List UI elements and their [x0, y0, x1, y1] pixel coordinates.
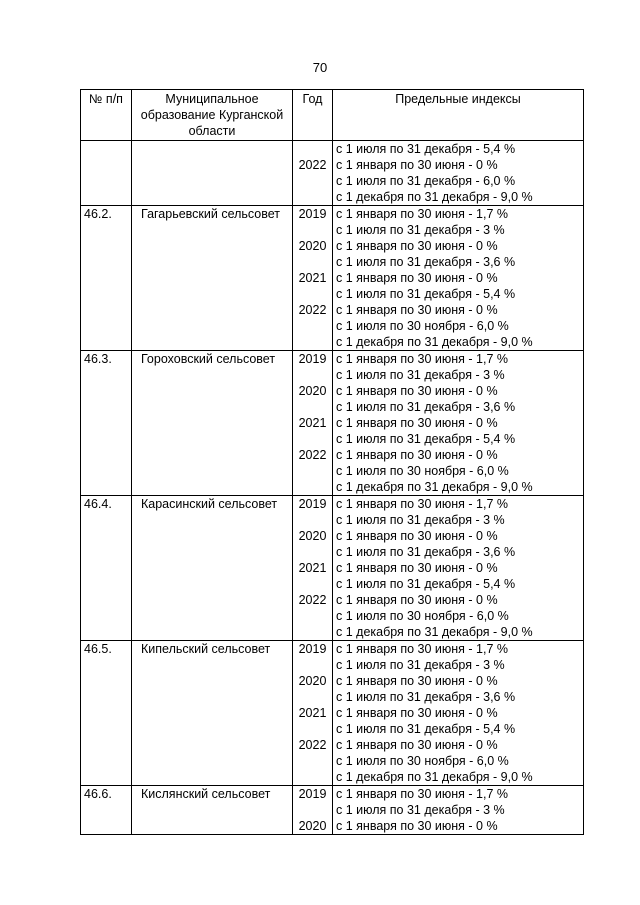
year-value: 2021: [298, 416, 327, 430]
table-row: [81, 786, 584, 835]
index-value: с 1 июля по 31 декабря - 6,0 %: [336, 174, 516, 188]
year-value: [293, 173, 332, 189]
table-row: [81, 351, 584, 496]
year-value: [293, 512, 332, 528]
index-value: с 1 июля по 30 ноября - 6,0 %: [336, 754, 509, 768]
year-value: 2020: [298, 819, 327, 833]
index-value: с 1 июля по 31 декабря - 3 %: [336, 803, 505, 817]
year-value: [293, 334, 332, 350]
index-value: с 1 декабря по 31 декабря - 9,0 %: [336, 770, 533, 784]
row-number: 46.4.: [81, 496, 132, 641]
year-value: [293, 544, 332, 560]
year-value: 2022: [298, 593, 327, 607]
year-value: 2020: [298, 529, 327, 543]
index-value: с 1 января по 30 июня - 0 %: [336, 593, 498, 607]
index-value: с 1 января по 30 июня - 0 %: [336, 738, 498, 752]
index-value: с 1 июля по 31 декабря - 3,6 %: [336, 545, 516, 559]
table-header: [81, 90, 584, 141]
year-value: 2020: [298, 384, 327, 398]
index-value: с 1 января по 30 июня - 0 %: [336, 561, 498, 575]
year-value: [293, 721, 332, 737]
index-value: с 1 января по 30 июня - 1,7 %: [336, 352, 508, 366]
index-value: с 1 июля по 31 декабря - 5,4 %: [336, 142, 516, 156]
municipality-name: Карасинский сельсовет: [132, 496, 293, 641]
header-num: № п/п: [81, 90, 132, 141]
row-number: 46.2.: [81, 206, 132, 351]
year-value: 2020: [298, 674, 327, 688]
year-value: 2022: [298, 738, 327, 752]
index-value: с 1 января по 30 июня - 0 %: [336, 819, 498, 833]
row-number: 46.3.: [81, 351, 132, 496]
header-indices: Предельные индексы: [333, 90, 584, 141]
year-value: 2021: [298, 561, 327, 575]
year-value: [293, 431, 332, 447]
table-row: [81, 206, 584, 351]
index-value: с 1 января по 30 июня - 0 %: [336, 239, 498, 253]
index-value: с 1 декабря по 31 декабря - 9,0 %: [336, 625, 533, 639]
index-value: с 1 января по 30 июня - 0 %: [336, 674, 498, 688]
table-row: [81, 641, 584, 786]
index-value: с 1 января по 30 июня - 1,7 %: [336, 497, 508, 511]
municipality-name: Гороховский сельсовет: [132, 351, 293, 496]
index-value: с 1 января по 30 июня - 1,7 %: [336, 207, 508, 221]
municipality-name: Кислянский сельсовет: [132, 786, 293, 835]
index-value: с 1 января по 30 июня - 0 %: [336, 303, 498, 317]
table-body: [81, 141, 584, 835]
index-value: с 1 января по 30 июня - 0 %: [336, 706, 498, 720]
page-number: 70: [312, 60, 328, 75]
year-value: 2022: [298, 303, 327, 317]
year-value: [293, 624, 332, 640]
index-value: с 1 января по 30 июня - 1,7 %: [336, 642, 508, 656]
index-value: с 1 января по 30 июня - 0 %: [336, 384, 498, 398]
index-value: с 1 января по 30 июня - 0 %: [336, 416, 498, 430]
year-value: [293, 463, 332, 479]
index-value: с 1 декабря по 31 декабря - 9,0 %: [336, 190, 533, 204]
index-value: с 1 января по 30 июня - 1,7 %: [336, 787, 508, 801]
year-value: [293, 657, 332, 673]
index-value: с 1 июля по 30 ноября - 6,0 %: [336, 464, 509, 478]
year-value: 2019: [298, 787, 327, 801]
indices-cell: [333, 496, 584, 641]
year-value: [293, 576, 332, 592]
table-row: [81, 496, 584, 641]
table-row: [81, 141, 584, 206]
tariff-index-table: [80, 89, 584, 835]
index-value: с 1 июля по 31 декабря - 3,6 %: [336, 400, 516, 414]
index-value: с 1 декабря по 31 декабря - 9,0 %: [336, 480, 533, 494]
municipality-name: Кипельский сельсовет: [132, 641, 293, 786]
index-value: с 1 июля по 31 декабря - 5,4 %: [336, 287, 516, 301]
index-value: с 1 июля по 30 ноября - 6,0 %: [336, 319, 509, 333]
year-value: [293, 141, 332, 157]
year-value: [293, 479, 332, 495]
year-value: [293, 753, 332, 769]
row-number: 46.6.: [81, 786, 132, 835]
index-value: с 1 января по 30 июня - 0 %: [336, 158, 498, 172]
year-value: [293, 318, 332, 334]
year-cell: [293, 351, 333, 496]
year-cell: [293, 786, 333, 835]
index-value: с 1 января по 30 июня - 0 %: [336, 271, 498, 285]
year-value: [293, 367, 332, 383]
index-value: с 1 июля по 31 декабря - 3 %: [336, 513, 505, 527]
indices-cell: [333, 141, 584, 206]
index-value: с 1 июля по 31 декабря - 3 %: [336, 658, 505, 672]
index-value: с 1 июля по 31 декабря - 3,6 %: [336, 255, 516, 269]
year-value: [293, 802, 332, 818]
index-value: с 1 июля по 31 декабря - 5,4 %: [336, 577, 516, 591]
municipality-name: [132, 141, 293, 206]
year-value: 2021: [298, 706, 327, 720]
year-value: 2019: [298, 642, 327, 656]
index-value: с 1 июля по 31 декабря - 3,6 %: [336, 690, 516, 704]
year-value: [293, 689, 332, 705]
year-value: 2022: [298, 158, 327, 172]
year-value: 2019: [298, 497, 327, 511]
year-value: [293, 769, 332, 785]
year-value: [293, 189, 332, 205]
year-value: [293, 286, 332, 302]
index-value: с 1 января по 30 июня - 0 %: [336, 529, 498, 543]
indices-cell: [333, 786, 584, 835]
year-cell: [293, 206, 333, 351]
header-year: Год: [293, 90, 333, 141]
year-value: 2022: [298, 448, 327, 462]
year-value: 2019: [298, 352, 327, 366]
index-value: с 1 июля по 31 декабря - 3 %: [336, 368, 505, 382]
index-value: с 1 января по 30 июня - 0 %: [336, 448, 498, 462]
index-value: с 1 июля по 31 декабря - 5,4 %: [336, 722, 516, 736]
year-value: [293, 254, 332, 270]
indices-cell: [333, 351, 584, 496]
municipality-name: Гагарьевский сельсовет: [132, 206, 293, 351]
index-value: с 1 декабря по 31 декабря - 9,0 %: [336, 335, 533, 349]
row-number: [81, 141, 132, 206]
year-value: [293, 608, 332, 624]
year-cell: [293, 141, 333, 206]
year-value: 2021: [298, 271, 327, 285]
index-value: с 1 июля по 31 декабря - 3 %: [336, 223, 505, 237]
index-value: с 1 июля по 30 ноября - 6,0 %: [336, 609, 509, 623]
header-municipality: Муниципальное образование Курганской области: [132, 90, 293, 141]
row-number: 46.5.: [81, 641, 132, 786]
year-value: 2019: [298, 207, 327, 221]
year-cell: [293, 496, 333, 641]
indices-cell: [333, 641, 584, 786]
indices-cell: [333, 206, 584, 351]
header-row: [81, 90, 584, 141]
year-value: [293, 222, 332, 238]
index-value: с 1 июля по 31 декабря - 5,4 %: [336, 432, 516, 446]
year-value: 2020: [298, 239, 327, 253]
year-cell: [293, 641, 333, 786]
year-value: [293, 399, 332, 415]
